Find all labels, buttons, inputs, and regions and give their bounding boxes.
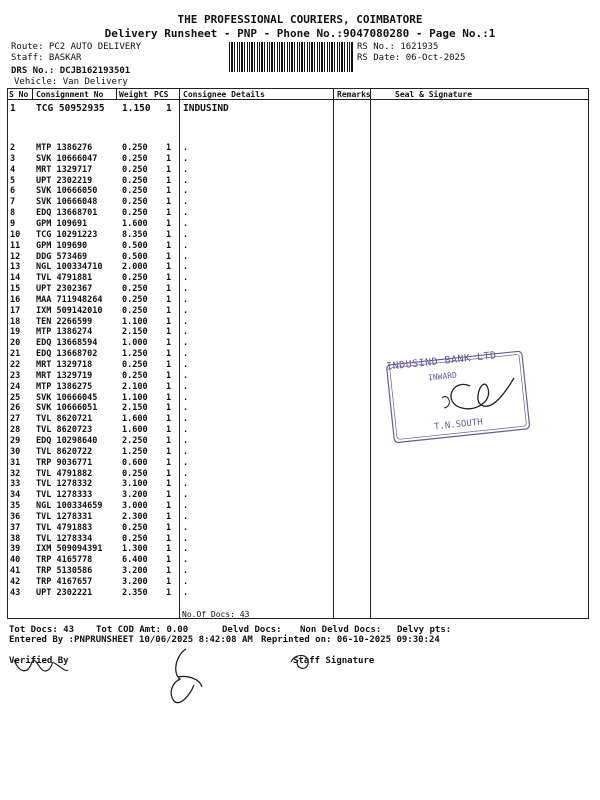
row-consignment-no: GPM 109691: [36, 218, 88, 229]
row-sno: 23: [10, 370, 21, 381]
row-consignment-no: TCG 50952935: [36, 103, 105, 114]
row-consignment-no: TRP 9036771: [36, 457, 93, 468]
col-divider: [179, 88, 180, 618]
row-pcs: 1: [166, 360, 172, 370]
row-weight: 0.250: [122, 208, 148, 219]
staff-signature-label: Staff Signature: [293, 656, 375, 666]
row-consignment-no: TVL 4791883: [36, 522, 93, 533]
row-consignee: .: [183, 360, 189, 370]
row-consignee: .: [183, 587, 189, 598]
row-consignment-no: TVL 4791882: [36, 468, 93, 479]
row-consignee: .: [183, 425, 189, 436]
row-weight: 1.600: [122, 425, 148, 436]
row-sno: 5: [10, 175, 16, 186]
row-pcs: 1: [166, 468, 172, 479]
col-header-weight: Weight: [119, 90, 148, 99]
row-weight: 0.250: [122, 143, 148, 153]
total-docs: Tot Docs: 43: [9, 625, 75, 635]
row-pcs: 1: [166, 533, 172, 544]
row-weight: 0.250: [122, 468, 148, 479]
row-pcs: 1: [166, 305, 172, 316]
row-consignee: .: [183, 511, 189, 522]
rs-date: RS Date: 06-Oct-2025: [357, 53, 466, 63]
row-sno: 41: [10, 566, 21, 577]
row-sno: 6: [10, 186, 16, 197]
row-sno: 26: [10, 403, 21, 414]
row-weight: 0.250: [122, 164, 148, 175]
row-consignment-no: TCG 10291223: [36, 229, 98, 240]
col-divider: [588, 88, 589, 618]
entered-by: Entered By :PNPRUNSHEET 10/06/2025 8:42:08 AM: [9, 635, 253, 645]
row-consignment-no: TVL 4791881: [36, 273, 93, 284]
row-consignment-no: MAA 711948264: [36, 294, 103, 305]
row-sno: 14: [10, 273, 21, 284]
row-pcs: 1: [166, 457, 172, 468]
row-weight: 0.250: [122, 197, 148, 208]
row-sno: 17: [10, 305, 21, 316]
row-weight: 2.250: [122, 435, 148, 446]
row-consignee: .: [183, 251, 189, 262]
row-weight: 1.250: [122, 446, 148, 457]
row-pcs: 1: [166, 316, 172, 327]
row-consignment-no: TVL 1278334: [36, 533, 93, 544]
row-weight: 0.600: [122, 457, 148, 468]
row-sno: 11: [10, 240, 21, 251]
row-sno: 29: [10, 435, 21, 446]
row-sno: 28: [10, 425, 21, 436]
row-weight: 1.000: [122, 338, 148, 349]
row-pcs: 1: [166, 186, 172, 197]
row-pcs: 1: [166, 229, 172, 240]
runsheet-title: Delivery Runsheet - PNP - Phone No.:9047080280 - Page No.:1: [104, 27, 496, 40]
bank-stamp: [382, 348, 532, 444]
row-consignee: .: [183, 186, 189, 197]
row-weight: 2.000: [122, 262, 148, 273]
row-pcs: 1: [166, 349, 172, 360]
row-sno: 36: [10, 511, 21, 522]
row-sno: 25: [10, 392, 21, 403]
row-consignment-no: MRT 1329717: [36, 164, 93, 175]
row-consignee: .: [183, 229, 189, 240]
row-weight: 0.250: [122, 533, 148, 544]
route-label: Route: PC2 AUTO DELIVERY: [11, 42, 142, 52]
row-consignment-no: TVL 8620722: [36, 446, 93, 457]
row-pcs: 1: [166, 435, 172, 446]
table-bottom-border: [7, 618, 589, 619]
row-weight: 0.250: [122, 305, 148, 316]
row-weight: 0.250: [122, 273, 148, 284]
handwritten-signature: [160, 645, 205, 710]
row-pcs: 1: [166, 511, 172, 522]
stamp-bank-name: INDUSIND BANK LTD: [385, 350, 498, 373]
row-consignee: .: [183, 349, 189, 360]
staff-label: Staff: BASKAR: [11, 53, 82, 63]
row-consignee: .: [183, 544, 189, 555]
row-pcs: 1: [166, 392, 172, 403]
row-weight: 3.100: [122, 479, 148, 490]
row-weight: 1.250: [122, 349, 148, 360]
row-consignee: .: [183, 479, 189, 490]
row-pcs: 1: [166, 175, 172, 186]
table-top-border: [7, 88, 589, 89]
row-consignment-no: IXM 509094391: [36, 544, 103, 555]
row-weight: 6.400: [122, 555, 148, 566]
verified-by-label: Verified By: [9, 656, 69, 666]
non-delivered-docs: Non Delvd Docs:: [300, 625, 382, 635]
row-sno: 7: [10, 197, 16, 208]
row-consignment-no: GPM 109690: [36, 240, 88, 251]
row-consignment-no: UPT 2302221: [36, 587, 93, 598]
row-weight: 0.250: [122, 153, 148, 164]
col-header-sno: S No: [9, 90, 29, 99]
row-consignment-no: EDQ 13668701: [36, 208, 98, 219]
table-header-border: [7, 99, 589, 100]
row-consignment-no: UPT 2302367: [36, 284, 93, 295]
col-divider: [333, 88, 334, 618]
row-pcs: 1: [166, 414, 172, 425]
row-weight: 2.300: [122, 511, 148, 522]
row-consignee: .: [183, 208, 189, 219]
row-consignment-no: IXM 509142010: [36, 305, 103, 316]
row-consignee: INDUSIND: [183, 103, 229, 114]
row-pcs: 1: [166, 381, 172, 392]
row-sno: 24: [10, 381, 21, 392]
row-consignee: .: [183, 392, 189, 403]
row-consignment-no: TVL 8620721: [36, 414, 93, 425]
row-consignee: .: [183, 294, 189, 305]
row-sno: 12: [10, 251, 21, 262]
row-pcs: 1: [166, 544, 172, 555]
rs-number: RS No.: 1621935: [357, 42, 439, 52]
row-consignment-no: SVK 10666047: [36, 153, 98, 164]
row-consignee: .: [183, 164, 189, 175]
row-weight: 1.150: [122, 103, 151, 114]
col-divider: [32, 88, 33, 100]
row-sno: 15: [10, 284, 21, 295]
row-pcs: 1: [166, 197, 172, 208]
row-consignment-no: NGL 100334659: [36, 501, 103, 512]
row-consignment-no: SVK 10666051: [36, 403, 98, 414]
vehicle-label: Vehicle: Van Delivery: [14, 77, 128, 87]
row-pcs: 1: [166, 338, 172, 349]
row-consignee: .: [183, 555, 189, 566]
verified-by-signature: [10, 650, 70, 680]
row-consignment-no: MTP 1386275: [36, 381, 93, 392]
row-consignee: .: [183, 338, 189, 349]
row-consignment-no: TVL 1278333: [36, 490, 93, 501]
row-weight: 0.250: [122, 175, 148, 186]
row-sno: 30: [10, 446, 21, 457]
row-sno: 9: [10, 218, 16, 229]
staff-signature-mark: [288, 650, 318, 672]
row-weight: 3.200: [122, 566, 148, 577]
row-sno: 4: [10, 164, 16, 175]
row-consignment-no: MRT 1329718: [36, 360, 93, 370]
col-header-consignee: Consignee Details: [183, 90, 265, 99]
row-sno: 40: [10, 555, 21, 566]
row-consignee: .: [183, 273, 189, 284]
row-pcs: 1: [166, 566, 172, 577]
row-sno: 27: [10, 414, 21, 425]
row-consignment-no: TRP 4165778: [36, 555, 93, 566]
row-sno: 42: [10, 577, 21, 587]
row-consignment-no: TVL 1278332: [36, 479, 93, 490]
row-weight: 1.300: [122, 544, 148, 555]
drs-number: DRS No.: DCJB162193501: [11, 66, 131, 76]
row-pcs: 1: [166, 208, 172, 219]
row-weight: 3.200: [122, 577, 148, 587]
row-weight: 0.250: [122, 370, 148, 381]
row-consignment-no: TVL 1278331: [36, 511, 93, 522]
row-pcs: 1: [166, 103, 172, 114]
col-header-seal: Seal & Signature: [395, 90, 473, 99]
row-pcs: 1: [166, 327, 172, 338]
row-sno: 19: [10, 327, 21, 338]
row-consignment-no: NGL 100334710: [36, 262, 103, 273]
row-consignee: .: [183, 153, 189, 164]
row-consignee: .: [183, 305, 189, 316]
row-consignment-no: TEN 2266599: [36, 316, 93, 327]
row-sno: 8: [10, 208, 16, 219]
row-consignee: .: [183, 457, 189, 468]
row-sno: 20: [10, 338, 21, 349]
row-pcs: 1: [166, 522, 172, 533]
row-consignee: .: [183, 446, 189, 457]
row-sno: 31: [10, 457, 21, 468]
barcode: [229, 42, 354, 72]
row-weight: 0.250: [122, 186, 148, 197]
row-weight: 1.100: [122, 316, 148, 327]
row-consignee: .: [183, 566, 189, 577]
row-weight: 2.350: [122, 587, 148, 598]
row-pcs: 1: [166, 403, 172, 414]
row-weight: 0.250: [122, 360, 148, 370]
row-consignee: .: [183, 175, 189, 186]
row-pcs: 1: [166, 446, 172, 457]
row-consignment-no: TRP 4167657: [36, 577, 93, 587]
row-consignment-no: TVL 8620723: [36, 425, 93, 436]
row-pcs: 1: [166, 587, 172, 598]
row-weight: 1.100: [122, 392, 148, 403]
row-pcs: 1: [166, 284, 172, 295]
col-divider: [370, 88, 371, 618]
row-consignment-no: UPT 2302219: [36, 175, 93, 186]
row-consignee: .: [183, 284, 189, 295]
row-weight: 3.200: [122, 490, 148, 501]
row-consignment-no: MTP 1386274: [36, 327, 93, 338]
row-consignment-no: SVK 10666048: [36, 197, 98, 208]
row-weight: 3.000: [122, 501, 148, 512]
row-consignee: .: [183, 381, 189, 392]
row-weight: 2.150: [122, 403, 148, 414]
row-consignment-no: MRT 1329719: [36, 370, 93, 381]
row-sno: 1: [10, 103, 16, 114]
row-pcs: 1: [166, 273, 172, 284]
row-consignment-no: SVK 10666045: [36, 392, 98, 403]
row-pcs: 1: [166, 501, 172, 512]
row-weight: 0.250: [122, 294, 148, 305]
row-consignee: .: [183, 143, 189, 153]
row-consignee: .: [183, 218, 189, 229]
row-consignee: .: [183, 370, 189, 381]
row-weight: 0.250: [122, 284, 148, 295]
row-pcs: 1: [166, 425, 172, 436]
row-sno: 3: [10, 153, 16, 164]
row-sno: 34: [10, 490, 21, 501]
row-weight: 0.250: [122, 522, 148, 533]
row-sno: 2: [10, 143, 16, 153]
row-sno: 33: [10, 479, 21, 490]
row-consignment-no: EDQ 13668702: [36, 349, 98, 360]
row-pcs: 1: [166, 143, 172, 153]
row-consignee: .: [183, 403, 189, 414]
col-header-consignment: Consignment No: [36, 90, 104, 99]
row-sno: 37: [10, 522, 21, 533]
total-cod-amount: Tot COD Amt: 0.00: [96, 625, 189, 635]
row-pcs: 1: [166, 370, 172, 381]
row-weight: 1.600: [122, 218, 148, 229]
stamp-region: T.N.SOUTH: [433, 417, 484, 433]
row-consignee: .: [183, 414, 189, 425]
row-consignment-no: EDQ 13668594: [36, 338, 98, 349]
col-header-pcs: PCS: [154, 90, 169, 99]
row-consignee: .: [183, 240, 189, 251]
row-sno: 18: [10, 316, 21, 327]
row-consignee: .: [183, 533, 189, 544]
row-weight: 2.150: [122, 327, 148, 338]
row-pcs: 1: [166, 577, 172, 587]
row-consignee: .: [183, 316, 189, 327]
reprinted-on: Reprinted on: 06-10-2025 09:30:24: [261, 635, 440, 645]
row-consignment-no: DDG 573469: [36, 251, 88, 262]
delivery-points: Delvy pts:: [397, 625, 452, 635]
row-consignment-no: SVK 10666050: [36, 186, 98, 197]
row-weight: 8.350: [122, 229, 148, 240]
row-consignment-no: TRP 5130586: [36, 566, 93, 577]
row-sno: 43: [10, 587, 21, 598]
row-sno: 32: [10, 468, 21, 479]
company-name: THE PROFESSIONAL COURIERS, COIMBATORE: [177, 13, 423, 26]
row-sno: 10: [10, 229, 21, 240]
col-header-remarks: Remarks: [337, 90, 371, 99]
row-pcs: 1: [166, 479, 172, 490]
row-consignee: .: [183, 501, 189, 512]
row-sno: 35: [10, 501, 21, 512]
row-consignee: .: [183, 262, 189, 273]
row-pcs: 1: [166, 262, 172, 273]
row-sno: 21: [10, 349, 21, 360]
row-pcs: 1: [166, 153, 172, 164]
row-weight: 0.500: [122, 240, 148, 251]
row-pcs: 1: [166, 490, 172, 501]
row-consignee: .: [183, 435, 189, 446]
row-weight: 1.600: [122, 414, 148, 425]
row-weight: 0.500: [122, 251, 148, 262]
row-sno: 38: [10, 533, 21, 544]
row-pcs: 1: [166, 555, 172, 566]
no-of-docs: No.Of Docs: 43: [182, 610, 250, 619]
row-pcs: 1: [166, 164, 172, 175]
row-sno: 22: [10, 360, 21, 370]
row-consignee: .: [183, 522, 189, 533]
row-sno: 39: [10, 544, 21, 555]
row-pcs: 1: [166, 218, 172, 229]
row-sno: 13: [10, 262, 21, 273]
stamp-inward: INWARD: [427, 370, 458, 383]
row-consignee: .: [183, 327, 189, 338]
row-consignee: .: [183, 197, 189, 208]
row-sno: 16: [10, 294, 21, 305]
col-divider: [7, 88, 8, 618]
delivered-docs: Delvd Docs:: [222, 625, 282, 635]
row-consignment-no: MTP 1386276: [36, 143, 93, 153]
row-pcs: 1: [166, 240, 172, 251]
row-weight: 2.100: [122, 381, 148, 392]
row-consignee: .: [183, 468, 189, 479]
row-consignee: .: [183, 577, 189, 587]
row-pcs: 1: [166, 251, 172, 262]
row-consignment-no: EDQ 10298640: [36, 435, 98, 446]
row-consignee: .: [183, 490, 189, 501]
col-divider: [116, 88, 117, 100]
row-pcs: 1: [166, 294, 172, 305]
